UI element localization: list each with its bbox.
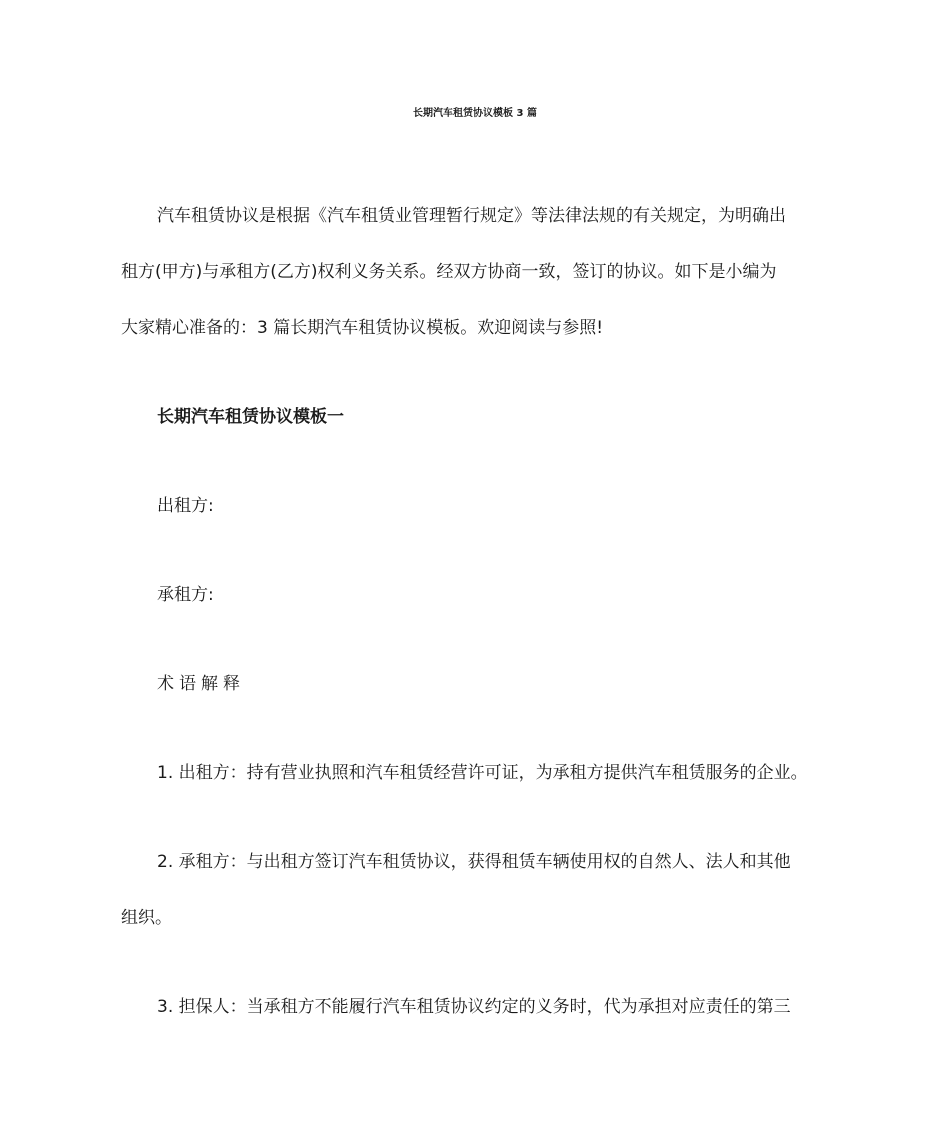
term-item-2-line-1: 2. 承租方：与出租方签订汽车租赁协议，获得租赁车辆使用权的自然人、法人和其他 bbox=[157, 852, 791, 872]
intro-line-3: 大家精心准备的：3 篇长期汽车租赁协议模板。欢迎阅读与参照! bbox=[121, 318, 604, 338]
term-item-1: 1. 出租方：持有营业执照和汽车租赁经营许可证，为承租方提供汽车租赁服务的企业。 bbox=[157, 763, 808, 783]
intro-line-1: 汽车租赁协议是根据《汽车租赁业管理暂行规定》等法律法规的有关规定，为明确出 bbox=[157, 206, 786, 226]
intro-line-2: 租方(甲方)与承租方(乙方)权利义务关系。经双方协商一致，签订的协议。如下是小编为 bbox=[121, 262, 777, 282]
document-title: 长期汽车租赁协议模板 3 篇 bbox=[413, 108, 537, 119]
term-item-3-line-1: 3. 担保人：当承租方不能履行汽车租赁协议约定的义务时，代为承担对应责任的第三 bbox=[157, 997, 791, 1017]
terms-heading: 术语解释 bbox=[157, 674, 245, 694]
section-heading: 长期汽车租赁协议模板一 bbox=[157, 407, 344, 427]
term-item-2-line-2: 组织。 bbox=[121, 908, 172, 928]
lessor-label: 出租方: bbox=[157, 496, 214, 516]
lessee-label: 承租方: bbox=[157, 585, 214, 605]
